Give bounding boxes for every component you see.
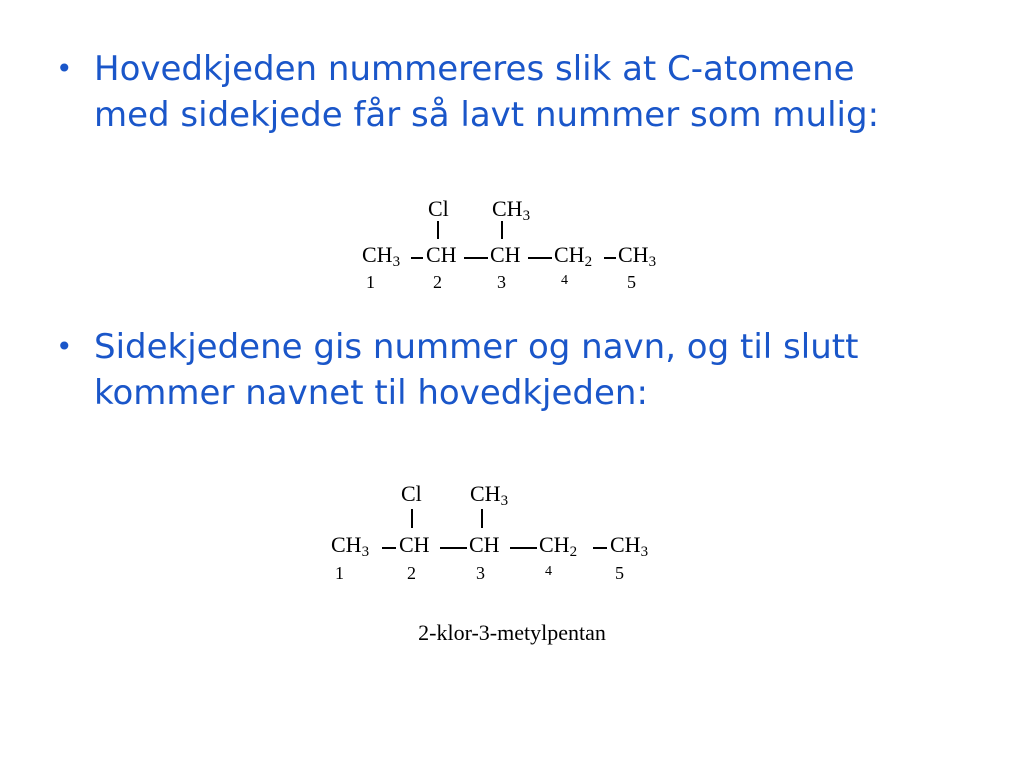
chain-atom-1: $CH_3$ bbox=[362, 242, 401, 270]
bond-vertical bbox=[501, 221, 503, 239]
carbon-number: 5 bbox=[615, 563, 624, 583]
bond-vertical bbox=[411, 509, 413, 528]
carbon-number: 2 bbox=[407, 563, 416, 583]
carbon-number: 3 bbox=[497, 272, 506, 292]
bond-horizontal bbox=[604, 257, 616, 259]
chain-atom-4: $CH_2$ bbox=[539, 532, 578, 560]
substituent-ch3: $CH_3$ bbox=[470, 481, 509, 509]
bullet-line: Hovedkjeden nummereres slik at C-atomene bbox=[94, 49, 855, 89]
bullet-line: Sidekjedene gis nummer og navn, og til slutt bbox=[94, 327, 859, 367]
bond-horizontal bbox=[528, 257, 552, 259]
carbon-number: 4 bbox=[561, 273, 568, 288]
bullet-2 bbox=[56, 324, 956, 416]
bond-horizontal bbox=[593, 547, 607, 549]
bond-horizontal bbox=[411, 257, 423, 259]
chain-atom-2: CH bbox=[426, 242, 457, 267]
chain-atom-2: CH bbox=[399, 532, 430, 557]
bullet-dot: • bbox=[56, 330, 73, 363]
carbon-number: 4 bbox=[545, 564, 552, 579]
carbon-number: 2 bbox=[433, 272, 442, 292]
substituent-ch3: $CH_3$ bbox=[492, 196, 531, 224]
chain-atom-3: CH bbox=[469, 532, 500, 557]
structural-formula-2 bbox=[331, 481, 671, 591]
chain-atom-4: $CH_2$ bbox=[554, 242, 593, 270]
bond-horizontal bbox=[382, 547, 396, 549]
chain-atom-5: $CH_3$ bbox=[618, 242, 657, 270]
chain-atom-3: CH bbox=[490, 242, 521, 267]
chain-atom-5: $CH_3$ bbox=[610, 532, 649, 560]
chain-atom-1: $CH_3$ bbox=[331, 532, 370, 560]
bond-horizontal bbox=[464, 257, 488, 259]
bond-horizontal bbox=[510, 547, 537, 549]
bullet-1 bbox=[56, 46, 956, 138]
carbon-number: 5 bbox=[627, 272, 636, 292]
carbon-number: 1 bbox=[335, 563, 344, 583]
bullet-line: med sidekjede får så lavt nummer som mulig: bbox=[94, 95, 880, 135]
carbon-number: 3 bbox=[476, 563, 485, 583]
compound-name: 2-klor-3-metylpentan bbox=[418, 620, 606, 645]
substituent-cl: Cl bbox=[428, 196, 449, 221]
carbon-number: 1 bbox=[366, 272, 375, 292]
bullet-dot: • bbox=[56, 52, 73, 85]
bond-vertical bbox=[481, 509, 483, 528]
bond-horizontal bbox=[440, 547, 467, 549]
bullet-text bbox=[94, 324, 956, 416]
substituent-cl: Cl bbox=[401, 481, 422, 506]
bond-vertical bbox=[437, 221, 439, 239]
bullet-text bbox=[94, 46, 956, 138]
structural-formula-1 bbox=[362, 196, 682, 296]
bullet-line: kommer navnet til hovedkjeden: bbox=[94, 373, 648, 413]
